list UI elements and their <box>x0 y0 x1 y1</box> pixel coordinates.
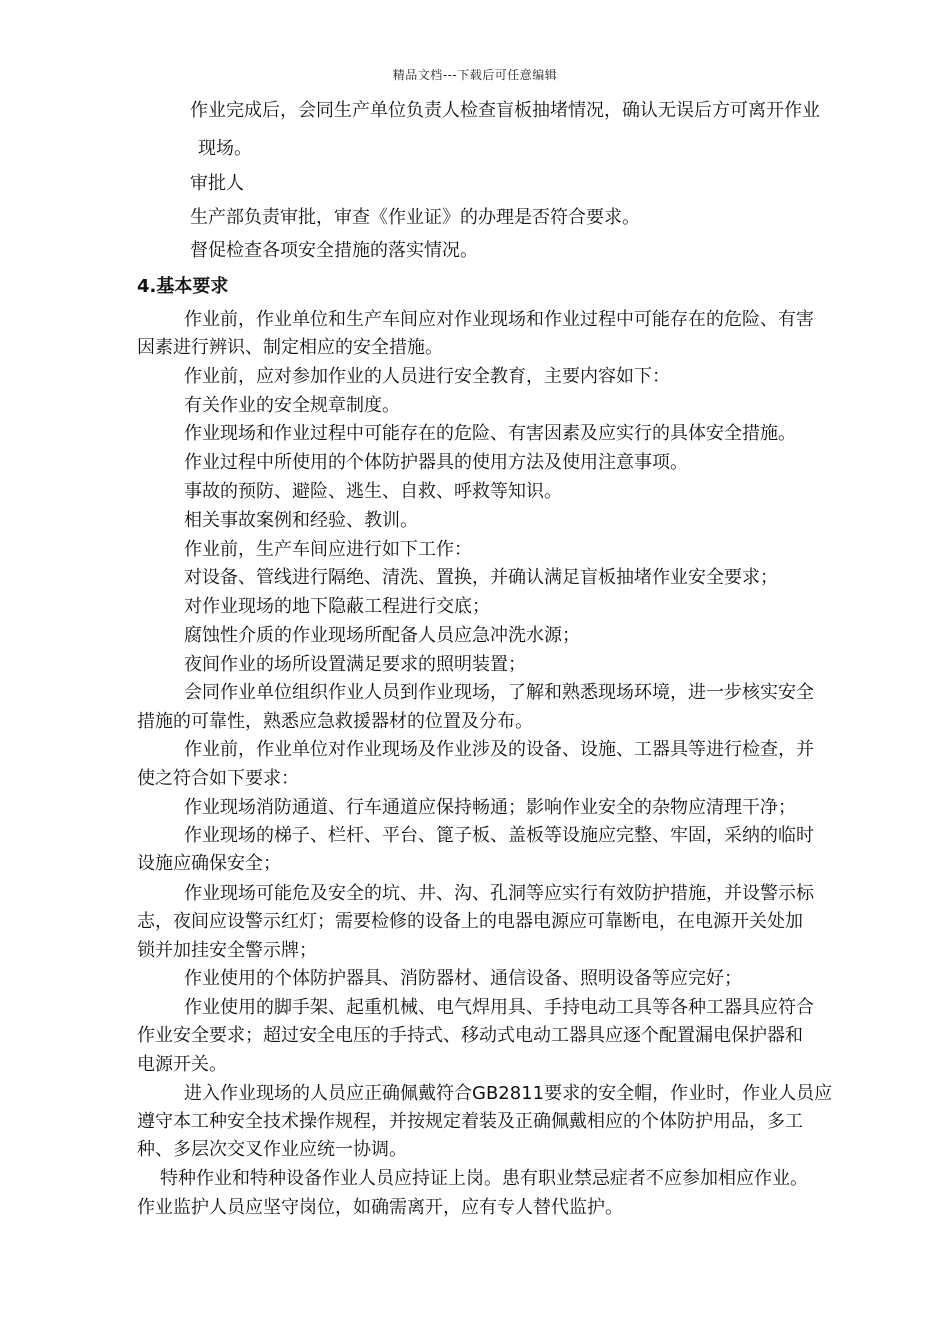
text-line: 作业使用的脚手架、起重机械、电气焊用具、手持电动工具等各种工器具应符合 <box>184 997 814 1018</box>
text-line: 作业过程中所使用的个体防护器具的使用方法及使用注意事项。 <box>184 452 688 473</box>
section-heading: 4.基本要求 <box>137 276 229 297</box>
text-line: 对设备、管线进行隔绝、清洗、置换，并确认满足盲板抽堵作业安全要求； <box>184 567 778 588</box>
text-line: 作业完成后，会同生产单位负责人检查盲板抽堵情况，确认无误后方可离开作业 <box>190 100 820 121</box>
text-line: 设施应确保安全； <box>137 853 281 874</box>
text-line: 志，夜间应设警示红灯；需要检修的设备上的电器电源应可靠断电，在电源开关处加 <box>137 911 803 932</box>
text-line: 对作业现场的地下隐蔽工程进行交底； <box>184 596 490 617</box>
text-line: 作业现场的梯子、栏杆、平台、篦子板、盖板等设施应完整、牢固，采纳的临时 <box>184 825 814 846</box>
text-line: 作业现场消防通道、行车通道应保持畅通；影响作业安全的杂物应清理干净； <box>184 797 796 818</box>
text-line: 督促检查各项安全措施的落实情况。 <box>190 240 478 261</box>
text-line: 作业使用的个体防护器具、消防器材、通信设备、照明设备等应完好； <box>184 968 742 989</box>
text-line: 会同作业单位组织作业人员到作业现场，了解和熟悉现场环境，进一步核实安全 <box>184 682 814 703</box>
text-line: 作业前，应对参加作业的人员进行安全教育，主要内容如下： <box>184 366 670 387</box>
text-line: 生产部负责审批，审查《作业证》的办理是否符合要求。 <box>190 207 640 228</box>
text-line: 作业前，生产车间应进行如下工作： <box>184 539 472 560</box>
text-line: 腐蚀性介质的作业现场所配备人员应急冲洗水源； <box>184 625 580 646</box>
text-line: 因素进行辨识、制定相应的安全措施。 <box>137 337 443 358</box>
text-line: 审批人 <box>190 173 244 194</box>
text-line: 夜间作业的场所设置满足要求的照明装置； <box>184 654 526 675</box>
text-line: 现场。 <box>198 138 252 159</box>
text-line: 锁并加挂安全警示牌； <box>137 940 317 961</box>
text-line: 作业安全要求；超过安全电压的手持式、移动式电动工器具应逐个配置漏电保护器和 <box>137 1025 803 1046</box>
text-line: 相关事故案例和经验、教训。 <box>184 510 418 531</box>
page-header: 精品文档---下载后可任意编辑 <box>392 68 558 82</box>
text-line: 种、多层次交叉作业应统一协调。 <box>137 1139 407 1160</box>
text-line: 作业前，作业单位和生产车间应对作业现场和作业过程中可能存在的危险、有害 <box>184 309 814 330</box>
text-line: 作业现场可能危及安全的坑、井、沟、孔洞等应实行有效防护措施，并设警示标 <box>184 883 814 904</box>
text-line: 进入作业现场的人员应正确佩戴符合GB2811要求的安全帽，作业时，作业人员应 <box>184 1083 833 1104</box>
text-line: 特种作业和特种设备作业人员应持证上岗。患有职业禁忌症者不应参加相应作业。 <box>160 1168 808 1189</box>
text-line: 事故的预防、避险、逃生、自救、呼救等知识。 <box>184 481 562 502</box>
text-line: 使之符合如下要求： <box>137 768 299 789</box>
text-line: 遵守本工种安全技术操作规程，并按规定着装及正确佩戴相应的个体防护用品，多工 <box>137 1111 803 1132</box>
text-line: 电源开关。 <box>137 1054 227 1075</box>
text-line: 作业监护人员应坚守岗位，如确需离开，应有专人替代监护。 <box>137 1197 623 1218</box>
text-line: 作业现场和作业过程中可能存在的危险、有害因素及应实行的具体安全措施。 <box>184 423 796 444</box>
text-line: 措施的可靠性，熟悉应急救援器材的位置及分布。 <box>137 711 533 732</box>
text-line: 作业前，作业单位对作业现场及作业涉及的设备、设施、工器具等进行检查，并 <box>184 739 814 760</box>
text-line: 有关作业的安全规章制度。 <box>184 395 400 416</box>
